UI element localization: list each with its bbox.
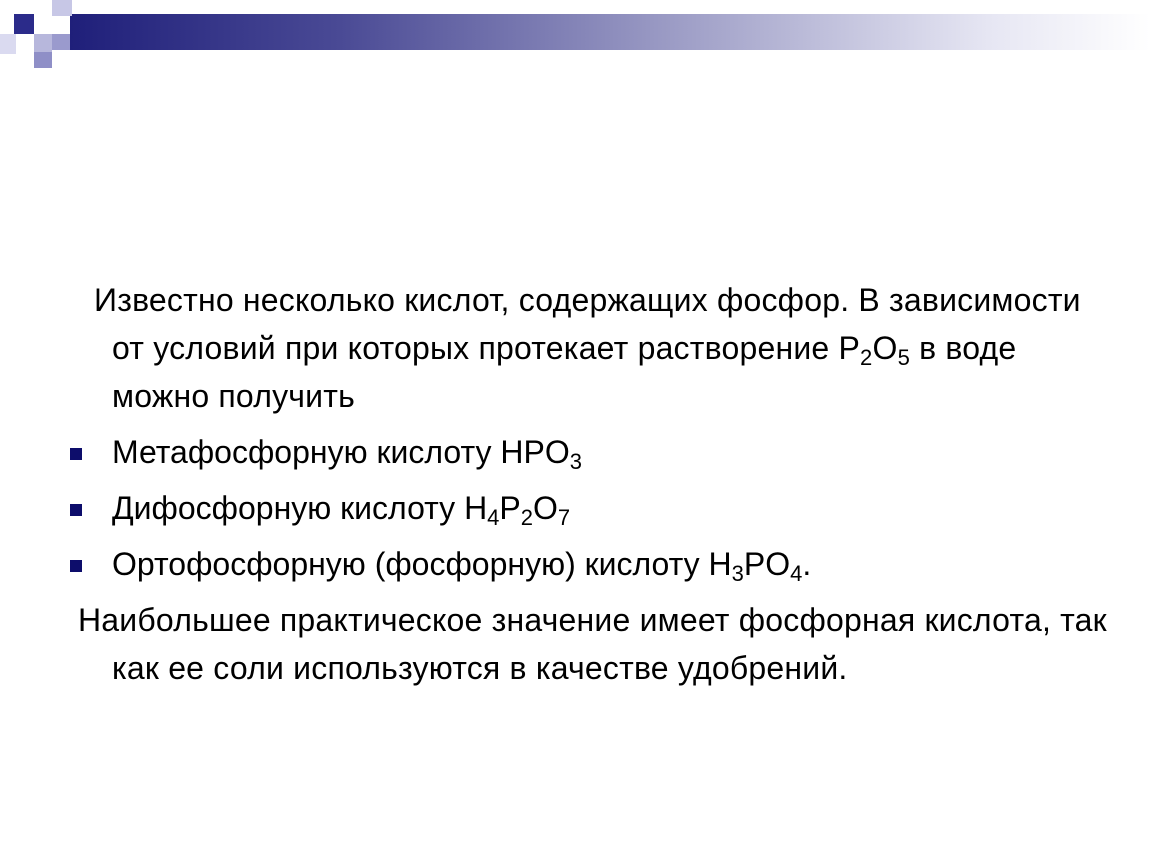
bullet-item-orthophosphoric: Ортофосфорную (фосфорную) кислоту $H_3PO_4$. (112, 540, 1092, 588)
header-gradient-band (70, 14, 1150, 50)
square-bullet-icon (70, 504, 82, 516)
square-bullet-icon (70, 560, 82, 572)
decorative-square (14, 14, 34, 34)
decorative-square (52, 0, 72, 16)
decorative-square (34, 52, 52, 68)
decorative-square (52, 34, 70, 50)
bullet-item-diphosphoric: Дифосфорную кислоту $H_4P_2O_7$ (112, 484, 1092, 532)
decorative-square (0, 34, 16, 54)
decorative-square (34, 34, 52, 52)
square-bullet-icon (70, 448, 82, 460)
conclusion-paragraph: Наибольшее практическое значение имеет фосфорная кислота, так как ее соли используются в качестве удобрений. (78, 602, 1107, 686)
intro-paragraph: Известно несколько кислот, содержащих фосфор. В зависимости от условий при которых протекает растворение $P_2O_5$ в воде можно получить (94, 282, 1081, 414)
bullet-item-metaphosphoric: Метафосфорную кислоту $HPO_3$ (112, 428, 1092, 476)
